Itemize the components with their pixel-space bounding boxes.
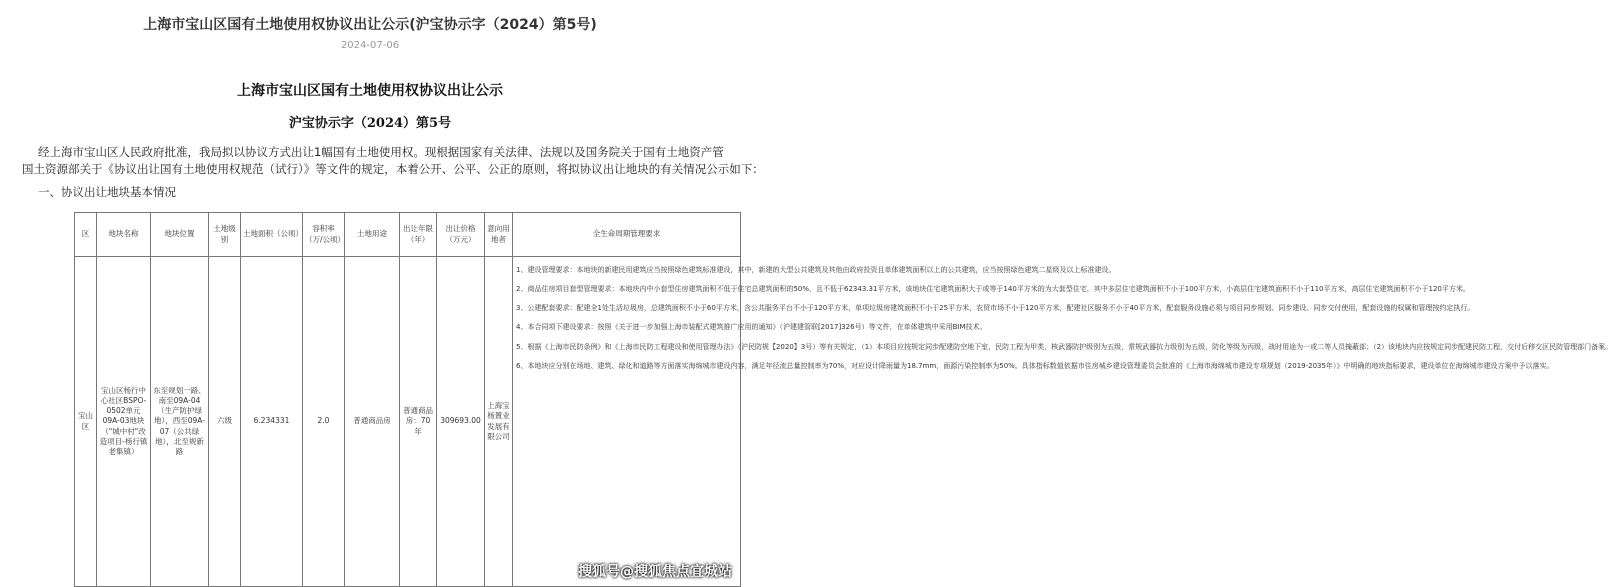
cell-plot-name: 宝山区杨行中心社区BSPO-0502单元09A-03地块（"城中村"改造项目-杨行镇老集镇） [97, 257, 151, 587]
table-row [75, 257, 741, 587]
table-header-row [75, 213, 741, 257]
header-land-grade: 土地级别 [209, 213, 241, 257]
cell-land-use: 普通商品房 [345, 257, 400, 587]
document-title: 上海市宝山区国有土地使用权协议出让公示 [237, 83, 503, 99]
watermark-text: 搜狐号@搜狐焦点宜城站 [578, 564, 732, 580]
requirement-item: 1、建设管理要求：本地块的新建民用建筑应当按照绿色建筑标准建设，其中，新建的大型公共建筑及其他由政府投资且单体建筑面积以上的公共建筑，应当按照绿色建筑二星级及以上标准建设。 [516, 266, 1116, 274]
header-price: 出让价格（万元） [437, 213, 485, 257]
intro-paragraph-line-1: 经上海市宝山区人民政府批准，我局拟以协议方式出让1幅国有土地使用权。现根据国家有关法律、法规以及国务院关于国有土地资产管 [38, 145, 724, 159]
header-district: 区 [75, 213, 97, 257]
document-number: 沪宝协示字（2024）第5号 [288, 116, 452, 131]
requirement-item: 2、商品住房项目套型管理要求：本地块内中小套型住房建筑面积不低于住宅总建筑面积的50%，且不低于62343.31平方米，该地块住宅建筑面积大于或等于140平方米的为大套型住宅，其中多层住宅建筑面积不小于100平方米，小高层住宅建筑面积不小于110平方米，高层住宅建筑面积不小于120平方米。 [516, 285, 1470, 294]
cell-price: 309693.00 [437, 257, 485, 587]
page-title: 上海市宝山区国有土地使用权协议出让公示(沪宝协示字（2024）第5号) [143, 17, 597, 33]
cell-far: 2.0 [303, 257, 345, 587]
requirement-item: 3、公建配套要求：配建全1处生活垃圾房，总建筑面积不小于60平方米，含公共服务平台不小于120平方米，单项垃圾房建筑面积不小于25平方米，农贸市场不小于120平方米，配建社区服务不小于40平方米，配套服务设施必须与项目同步规划、同步建设、同步交付使用，配套设施的权属和管理按约定执行。 [516, 304, 1475, 313]
publish-date: 2024-07-06 [340, 40, 400, 51]
cell-location: 东至规划一路、南至09A-04（生产防护绿地），西至09A-07（公共绿地），北至规新路 [151, 257, 209, 587]
cell-transferee: 上海宝杨置业发展有限公司 [485, 257, 513, 587]
header-transferee: 意向用地者 [485, 213, 513, 257]
header-requirements: 全生命周期管理要求 [513, 213, 741, 257]
intro-paragraph-line-2: 国土资源部关于《协议出让国有土地使用权规范（试行）》等文件的规定，本着公开、公平、公正的原则，将拟协议出让地块的有关情况公示如下： [22, 162, 764, 176]
header-far: 容积率（万/公顷） [303, 213, 345, 257]
header-plot-name: 地块名称 [97, 213, 151, 257]
cell-land-grade: 六级 [209, 257, 241, 587]
section-heading: 一、协议出让地块基本情况 [38, 185, 176, 199]
header-area: 土地面积（公顷） [241, 213, 303, 257]
header-term: 出让年限（年） [400, 213, 437, 257]
cell-requirements [513, 257, 1612, 587]
land-plot-table [74, 212, 1612, 587]
header-land-use: 土地用途 [345, 213, 400, 257]
header-location: 地块位置 [151, 213, 209, 257]
cell-area: 6.234331 [241, 257, 303, 587]
requirement-item: 4、本合同项下建设要求：按照《关于进一步加强上海市装配式建筑推广应用的通知》（沪建建管联[2017]326号）等文件，在单体建筑中采用BIM技术。 [516, 323, 987, 332]
cell-term: 普通商品房：70年 [400, 257, 437, 587]
requirement-item: 6、本地块应分别在场地、建筑、绿化和道路等方面落实海绵城市建设内容，满足年径流总量控制率为70%，对应设计降雨量为18.7mm，面源污染控制率为50%。具体指标数值依据市住房城乡建设管理委员会批准的《上海市海绵城市建设专项规划（2019-2035年）》中明确的地块指标要求，建设单位在海绵城市建设方案中予以落实。 [516, 361, 1554, 370]
cell-district: 宝山区 [75, 257, 97, 587]
requirement-item: 5、根据《上海市民防条例》和《上海市民防工程建设和使用管理办法》（沪民防规【2020】3号）等有关规定，（1）本项目应按规定同步配建防空地下室，民防工程为甲类，核武器防护级别为五级，常规武器抗力级别为五级，防化等级为丙级，战时用途为一或二等人员掩蔽部；（2）该地块内应按规定同步配建民防工程，交付后移交区民防管理部门备案。 [516, 342, 1612, 351]
